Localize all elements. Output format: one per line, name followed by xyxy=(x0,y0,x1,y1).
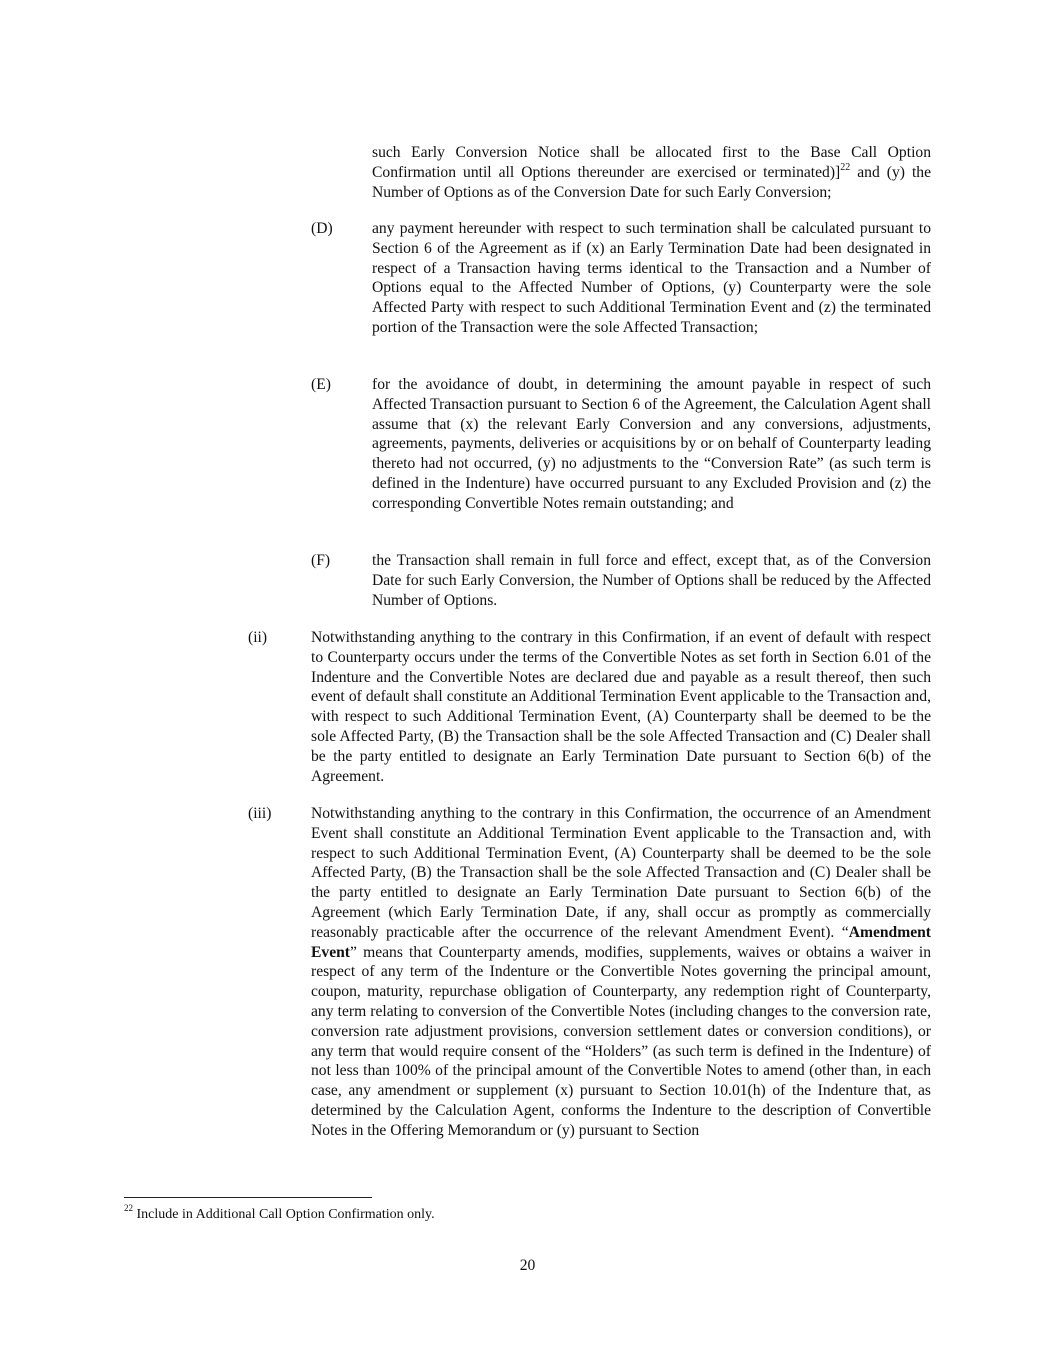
footnote xyxy=(124,1203,435,1224)
clause-text-e: for the avoidance of doubt, in determining the amount payable in respect of such Affected Transaction pursuant to Section 6 of the Agreement, the Calculation Agent shall assume that (x) the relevant Early Conversion and any conversions, adjustments, agreements, payments, deliveries or acquisitions by or on behalf of Counterparty leading thereto had not occurred, (y) no adjustments to the “Conversion Rate” (as such term is defined in the Indenture) have occurred pursuant to any Excluded Provision and (z) the corresponding Convertible Notes remain outstanding; and xyxy=(372,376,931,512)
clause-label-e: (E) xyxy=(311,376,331,393)
footnote-marker: 22 xyxy=(124,1203,133,1214)
continuation-text-after: and (y) the Number of Options as of the Conversion Date for such Early Conversion; xyxy=(372,163,931,201)
page-number: 20 xyxy=(519,1257,536,1274)
clause-label-f: (F) xyxy=(311,552,331,569)
clause-text-f: the Transaction shall remain in full force and effect, except that, as of the Conversion Date for such Early Conversion, the Number of Options shall be reduced by the Affected Number of Options. xyxy=(372,552,931,609)
clause-text-iii xyxy=(311,804,931,1141)
footnote-text: Include in Additional Call Option Confirmation only. xyxy=(133,1207,435,1222)
clause-iii-text-after: ” means that Counterparty amends, modifies, supplements, waives or obtains a waiver in respect of any term of the Indenture or the Convertible Notes governing the principal amount, coupon, maturity, repurchase obligation of Counterparty, any redemption right of Counterparty, any term relating to conversion of the Convertible Notes (including changes to the conversion rate, conversion rate adjustment provisions, conversion settlement dates or conversion conditions), or any term that would require consent of the “Holders” (as such term is defined in the Indenture) of not less than 100% of the principal amount of the Convertible Notes to amend (other than, in each case, any amendment or supplement (x) pursuant to Section 10.01(h) of the Indenture that, as determined by the Calculation Agent, conforms the Indenture to the description of Convertible Notes in the Offering Memorandum or (y) pursuant to Section xyxy=(311,943,931,1139)
defined-term-amendment-event: Amendment Event xyxy=(311,923,931,961)
clause-text-ii: Notwithstanding anything to the contrary in this Confirmation, if an event of default with respect to Counterparty occurs under the terms of the Convertible Notes as set forth in Section 6.01 of the Indenture and the Convertible Notes are declared due and payable as a result thereof, then such event of default shall constitute an Additional Termination Event applicable to the Transaction and, with respect to such Additional Termination Event, (A) Counterparty shall be deemed to be the sole Affected Party, (B) the Transaction shall be the sole Affected Transaction and (C) Dealer shall be the party entitled to designate an Early Termination Date pursuant to Section 6(b) of the Agreement. xyxy=(311,629,931,785)
footnote-reference: 22 xyxy=(840,161,851,173)
clause-label-ii: (ii) xyxy=(248,629,268,646)
clause-label-iii: (iii) xyxy=(248,805,272,822)
continuation-text-before: such Early Conversion Notice shall be allocated first to the Base Call Option Confirmation until all Options thereunder are exercised or terminated)] xyxy=(372,144,931,181)
footnote-separator xyxy=(124,1197,372,1198)
continuation-paragraph xyxy=(372,143,931,202)
clause-label-d: (D) xyxy=(311,220,333,237)
clause-iii-text-before: Notwithstanding anything to the contrary in this Confirmation, the occurrence of an Amendment Event shall constitute an Additional Termination Event applicable to the Transaction and, with respect to such Additional Termination Event, (A) Counterparty shall be deemed to be the sole Affected Party, (B) the Transaction shall be the sole Affected Transaction and (C) Dealer shall be the party entitled to designate an Early Termination Date pursuant to Section 6(b) of the Agreement (which Early Termination Date, if any, shall occur as promptly as commercially reasonably practicable after the occurrence of the relevant Amendment Event). “ xyxy=(311,805,931,941)
clause-text-d: any payment hereunder with respect to such termination shall be calculated pursuant to Section 6 of the Agreement as if (x) an Early Termination Date had been designated in respect of a Transaction having terms identical to the Transaction and a Number of Options equal to the Affected Number of Options, (y) Counterparty were the sole Affected Party with respect to such Additional Termination Event and (z) the terminated portion of the Transaction were the sole Affected Transaction; xyxy=(372,220,931,336)
